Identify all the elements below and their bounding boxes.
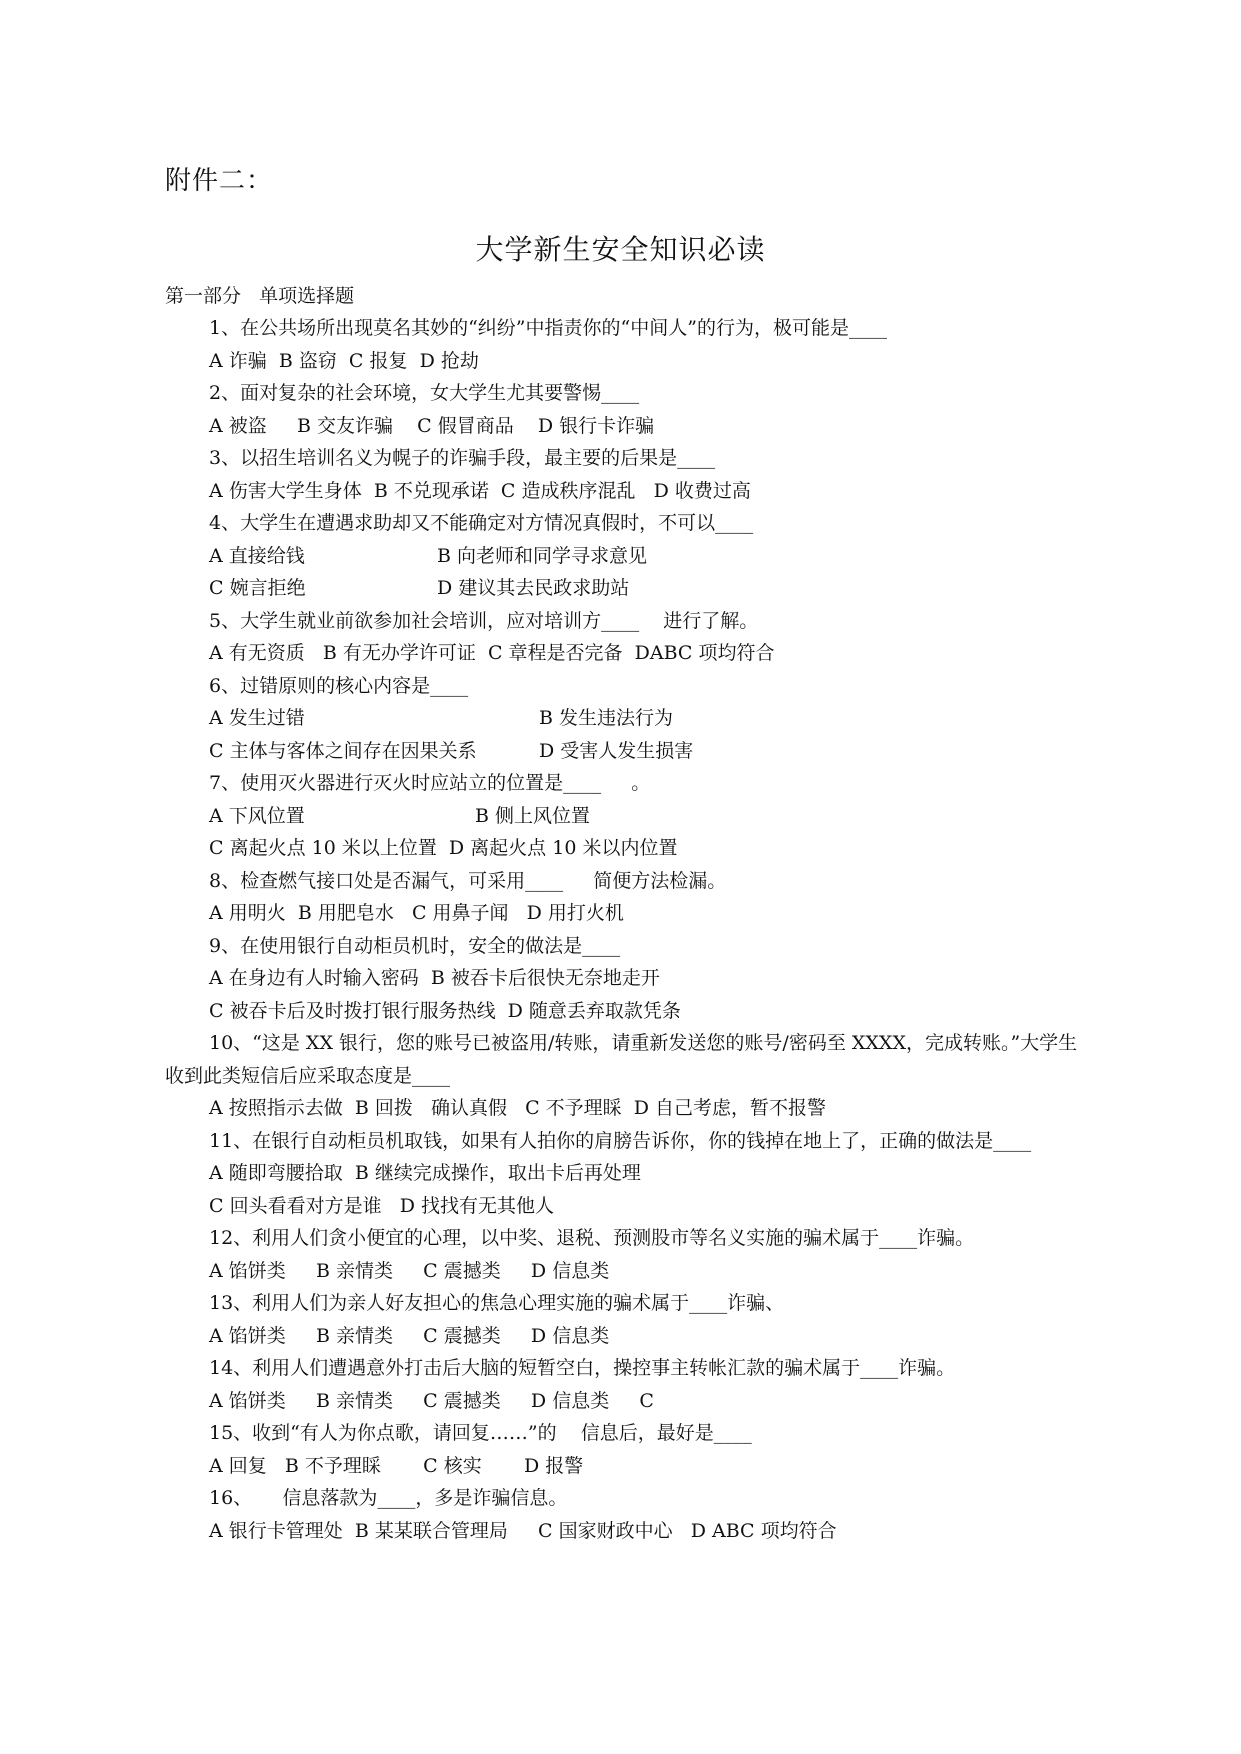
option-b: B 侧上风位置 [475, 804, 591, 827]
question-options: A 伤害大学生身体 B 不兑现承诺 C 造成秩序混乱 D 收费过高 [209, 479, 751, 502]
question-list [165, 280, 1085, 1547]
option-c: C 主体与客体之间存在因果关系 [209, 739, 477, 762]
question-options [165, 540, 1085, 573]
question-options [165, 572, 1085, 605]
question-options: A 被盗 B 交友诈骗 C 假冒商品 D 银行卡诈骗 [209, 414, 655, 437]
question-options: A 银行卡管理处 B 某某联合管理局 C 国家财政中心 D ABC 项均符合 [209, 1519, 837, 1542]
question-text: 12、利用人们贪小便宜的心理，以中奖、退税、预测股市等名义实施的骗术属于____诈骗。 [209, 1227, 975, 1249]
question-options: A 回复 B 不予理睬 C 核实 D 报警 [209, 1454, 584, 1477]
question-options: A 用明火 B 用肥皂水 C 用鼻子闻 D 用打火机 [209, 902, 624, 924]
question-options: A 有无资质 B 有无办学许可证 C 章程是否完备 DABC 项均符合 [209, 642, 775, 664]
attachment-label: 附件二： [165, 166, 274, 196]
option-a: A 下风位置 [209, 804, 305, 827]
question-text: 2、面对复杂的社会环境，女大学生尤其要警惕____ [209, 382, 640, 404]
question-text: 14、利用人们遭遇意外打击后大脑的短暂空白，操控事主转帐汇款的骗术属于____诈骗。 [209, 1357, 956, 1379]
question-options: A 在身边有人时输入密码 B 被吞卡后很快无奈地走开 [209, 967, 660, 989]
question-text: 10、“这是 XX 银行，您的账号已被盗用/转账，请重新发送您的账号/密码至 XXXX，完成转账。”大学生收到此类短信后应采取态度是____ [165, 1032, 1078, 1087]
question-text: 11、在银行自动柜员机取钱，如果有人拍你的肩膀告诉你，你的钱掉在地上了，正确的做法是____ [209, 1129, 1032, 1152]
question-text: 16、 信息落款为____，多是诈骗信息。 [209, 1487, 568, 1509]
question-options [165, 702, 1085, 735]
question-text: 5、大学生就业前欲参加社会培训，应对培训方____ 进行了解。 [209, 609, 759, 632]
question-text: 13、利用人们为亲人好友担心的焦急心理实施的骗术属于____诈骗、 [209, 1292, 785, 1314]
question-text: 6、过错原则的核心内容是____ [209, 674, 469, 697]
question-text: 7、使用灭火器进行灭火时应站立的位置是____ 。 [209, 772, 651, 794]
question-options [165, 800, 1085, 833]
option-a: A 发生过错 [209, 707, 305, 729]
question-options: A 诈骗 B 盗窃 C 报复 D 抢劫 [209, 349, 479, 372]
option-d: D 受害人发生损害 [539, 739, 694, 762]
question-options: A 馅饼类 B 亲情类 C 震撼类 D 信息类 [209, 1259, 610, 1282]
question-options: C 回头看看对方是谁 D 找找有无其他人 [209, 1194, 554, 1217]
question-text: 8、检查燃气接口处是否漏气，可采用____ 简便方法检漏。 [209, 869, 727, 892]
question-text: 1、在公共场所出现莫名其妙的“纠纷”中指责你的“中间人”的行为，极可能是____ [209, 317, 887, 339]
question-options: A 馅饼类 B 亲情类 C 震撼类 D 信息类 [209, 1324, 610, 1347]
question-options: C 离起火点 10 米以上位置 D 离起火点 10 米以内位置 [209, 837, 678, 859]
question-text: 15、收到“有人为你点歌，请回复……”的 信息后，最好是____ [209, 1422, 752, 1444]
option-b: B 向老师和同学寻求意见 [437, 544, 648, 567]
question-text: 4、大学生在遭遇求助却又不能确定对方情况真假时，不可以____ [209, 512, 754, 534]
document-title: 大学新生安全知识必读 [475, 233, 766, 266]
option-d: D 建议其去民政求助站 [437, 577, 630, 599]
option-c: C 婉言拒绝 [209, 577, 306, 599]
section-heading: 第一部分 单项选择题 [165, 285, 355, 307]
option-a: A 直接给钱 [209, 544, 305, 567]
question-options: A 按照指示去做 B 回拨 确认真假 C 不予理睬 D 自己考虑，暂不报警 [209, 1097, 827, 1119]
question-options [165, 735, 1085, 768]
question-text: 9、在使用银行自动柜员机时，安全的做法是____ [209, 934, 621, 957]
question-options: A 馅饼类 B 亲情类 C 震撼类 D 信息类 C [209, 1389, 654, 1412]
question-options: C 被吞卡后及时拨打银行服务热线 D 随意丢弃取款凭条 [209, 999, 681, 1022]
option-b: B 发生违法行为 [539, 707, 674, 729]
question-options: A 随即弯腰拾取 B 继续完成操作，取出卡后再处理 [209, 1162, 641, 1184]
question-text: 3、以招生培训名义为幌子的诈骗手段，最主要的后果是____ [209, 447, 716, 469]
